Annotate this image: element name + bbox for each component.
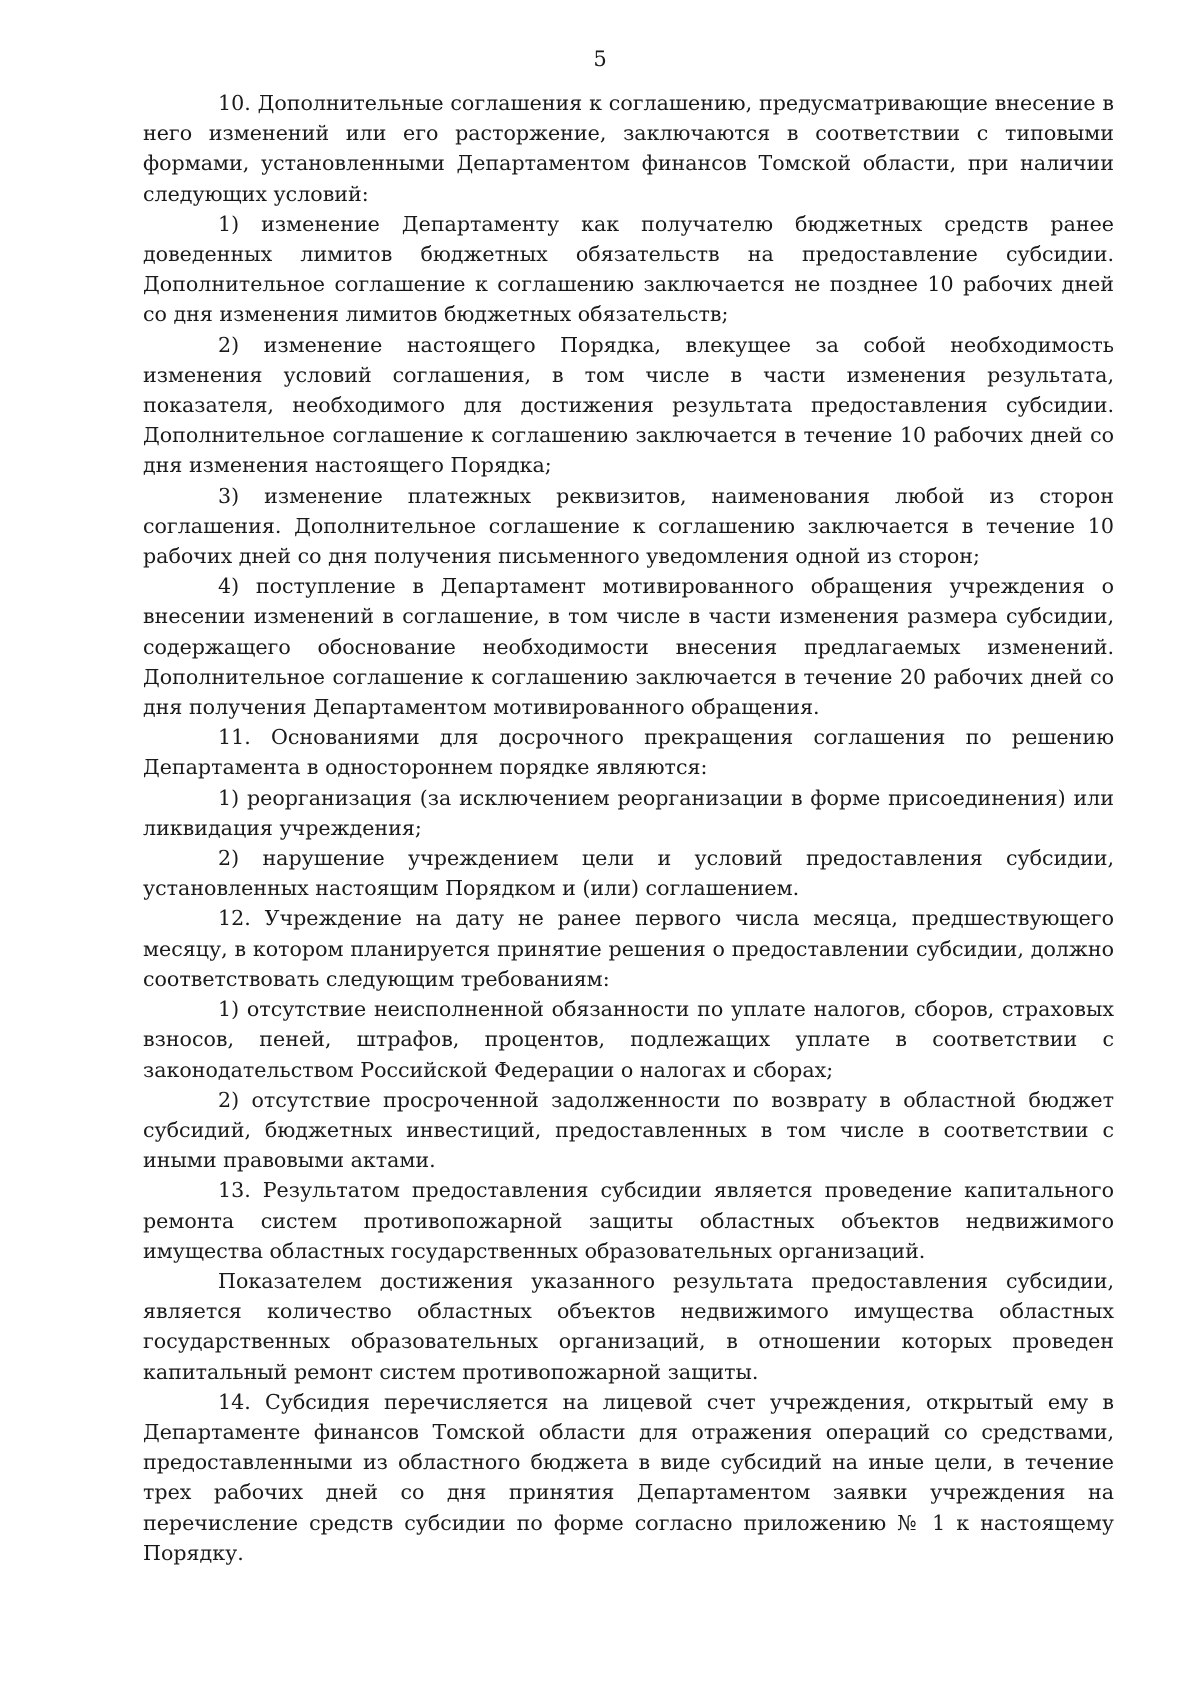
paragraph-10-item-3: 3) изменение платежных реквизитов, наименования любой из сторон соглашения. Дополнительное соглашение к соглашению заключается в течение 10 рабочих дней со дня получения письменного уведомления одной из сторон;	[143, 483, 1114, 569]
paragraph-13-indicator: Показателем достижения указанного результата предоставления субсидии, является количество областных объектов недвижимого имущества областных государственных образовательных организаций, в отношении которых проведен капитальный ремонт систем противопожарной защиты.	[143, 1268, 1114, 1384]
paragraph-10-item-4: 4) поступление в Департамент мотивированного обращения учреждения о внесении изменений в соглашение, в том числе в части изменения размера субсидии, содержащего обоснование необходимости внесения предлагаемых изменений. Дополнительное соглашение к соглашению заключается в течение 20 рабочих дней со дня получения Департаментом мотивированного обращения.	[143, 574, 1114, 720]
paragraph-12-item-1: 1) отсутствие неисполненной обязанности по уплате налогов, сборов, страховых взносов, пеней, штрафов, процентов, подлежащих уплате в соответствии с законодательством Российской Федерации о налогах и сборах;	[143, 997, 1114, 1082]
paragraph-12-item-2: 2) отсутствие просроченной задолженности по возврату в областной бюджет субсидий, бюджетных инвестиций, предоставленных в том числе в соответствии с иными правовыми актами.	[143, 1087, 1114, 1173]
paragraph-11: 11. Основаниями для досрочного прекращения соглашения по решению Департамента в одностороннем порядке являются:	[143, 725, 1114, 780]
paragraph-14: 14. Субсидия перечисляется на лицевой счет учреждения, открытый ему в Департаменте финансов Томской области для отражения операций со средствами, предоставленными из областного бюджета в виде субсидий на иные цели, в течение трех рабочих дней со дня принятия Департаментом заявки учреждения на перечисление средств субсидии по форме согласно приложению № 1 к настоящему Порядку.	[143, 1389, 1114, 1565]
page-number: 5	[593, 47, 607, 71]
paragraph-13: 13. Результатом предоставления субсидии является проведение капитального ремонта систем противопожарной защиты областных объектов недвижимого имущества областных государственных образовательных организаций.	[143, 1178, 1114, 1263]
paragraph-10-item-1: 1) изменение Департаменту как получателю бюджетных средств ранее доведенных лимитов бюджетных обязательств на предоставление субсидии. Дополнительное соглашение к соглашению заключается не позднее 10 рабочих дней со дня изменения лимитов бюджетных обязательств;	[143, 211, 1114, 327]
paragraph-11-item-2: 2) нарушение учреждением цели и условий предоставления субсидии, установленных настоящим Порядком и (или) соглашением.	[143, 846, 1114, 901]
paragraph-10: 10. Дополнительные соглашения к соглашению, предусматривающие внесение в него изменений или его расторжение, заключаются в соответствии с типовыми формами, установленными Департаментом финансов Томской области, при наличии следующих условий:	[143, 91, 1114, 206]
paragraph-12: 12. Учреждение на дату не ранее первого числа месяца, предшествующего месяцу, в котором планируется принятие решения о предоставлении субсидии, должно соответствовать следующим требованиям:	[143, 906, 1114, 991]
document-body	[143, 88, 1114, 1568]
paragraph-10-item-2: 2) изменение настоящего Порядка, влекущее за собой необходимость изменения условий соглашения, в том числе в части изменения результата, показателя, необходимого для достижения результата предоставления субсидии. Дополнительное соглашение к соглашению заключается в течение 10 рабочих дней со дня изменения настоящего Порядка;	[143, 332, 1114, 478]
paragraph-11-item-1: 1) реорганизация (за исключением реорганизации в форме присоединения) или ликвидация учреждения;	[143, 785, 1114, 840]
